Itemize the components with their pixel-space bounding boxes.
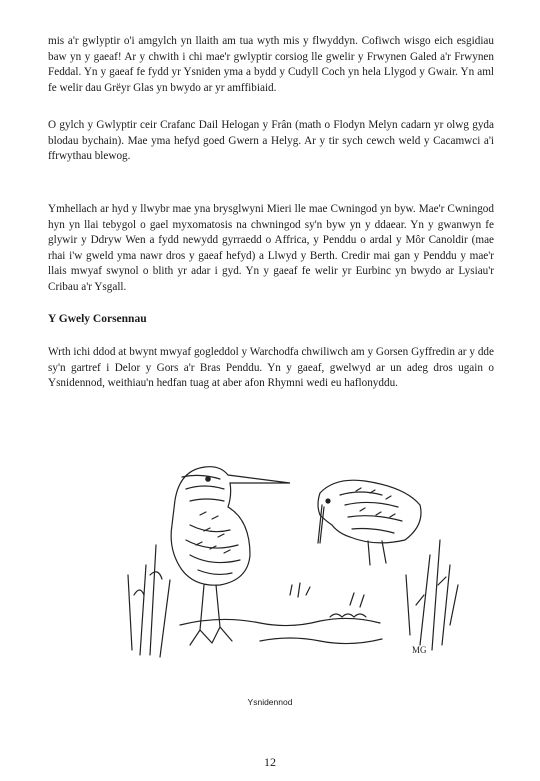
paragraph-path-birds: Ymhellach ar hyd y llwybr mae yna brysglwyni Mieri lle mae Cwningod yn byw. Mae'r Cwningod hyn yn llai tebygol o gael myxomatosis na chwningod sy'n byw yn y ddaear. Yn y gwanwyn fe glywir y Ddryw Wen a fydd newydd gyrraedd o Affrica, y Penddu o ardal y Môr Canoldir (mae rhai i'w gweld yma nawr dros y gaeaf hefyd) a Llwyd y Berth. Credir mai gan y Penddu y mae'r llais mwyaf swynol o blith yr adar i gyd. Yn y gaeaf fe welir yr Eurbinc yn bwydo ar Lysiau'r Cribau a'r Ysgall. [48, 203, 494, 293]
page-number: 12 [264, 755, 276, 769]
paragraph-reed-bed: Wrth ichi ddod at bwynt mwyaf gogleddol y Warchodfa chwiliwch am y Gorsen Gyffredin ar y dde sy'n gartref i Delor y Gors a'r Bras Penddu. Yn y gaeaf, gwelwyd ar un adeg dros ugain o Ysnidennod, weithiau'n hedfan tuag at aber afon Rhymni wedi eu haflonyddu. [48, 346, 494, 390]
snipe-right [318, 480, 421, 543]
paragraph-wetland-plants: O gylch y Gwlyptir ceir Crafanc Dail Helogan y Frân (math o Flodyn Melyn cadarn yr olwg gyda blodau bychain). Mae yma hefyd goed Gwern a Helyg. Ar y tir sych cewch weld y Cacamwci a'i ffrwythau blewog. [48, 119, 494, 163]
paragraph-wetland: mis a'r gwlyptir o'i amgylch yn llaith am tua wyth mis y flwyddyn. Cofiwch wisgo eich esgidiau baw yn y gaeaf! Ar y chwith i chi mae'r gwlyptir corsiog lle gwelir y Frwynen Galed a'r Frwynen Feddal. Yn y gaeaf fe fydd yr Ysniden yma a bydd y Cudyll Coch yn hela Llygod y Gwair. Yn aml fe welir dau Grëyr Glas yn bwydo ar yr amffibiaid. [48, 35, 494, 94]
illustrator-signature: MG [412, 645, 427, 655]
snipe-illustration [120, 445, 460, 665]
illustration-caption: Ysnidennod [247, 697, 293, 707]
section-heading: Y Gwely Corsennau [48, 313, 147, 325]
snipe-left [171, 467, 290, 586]
